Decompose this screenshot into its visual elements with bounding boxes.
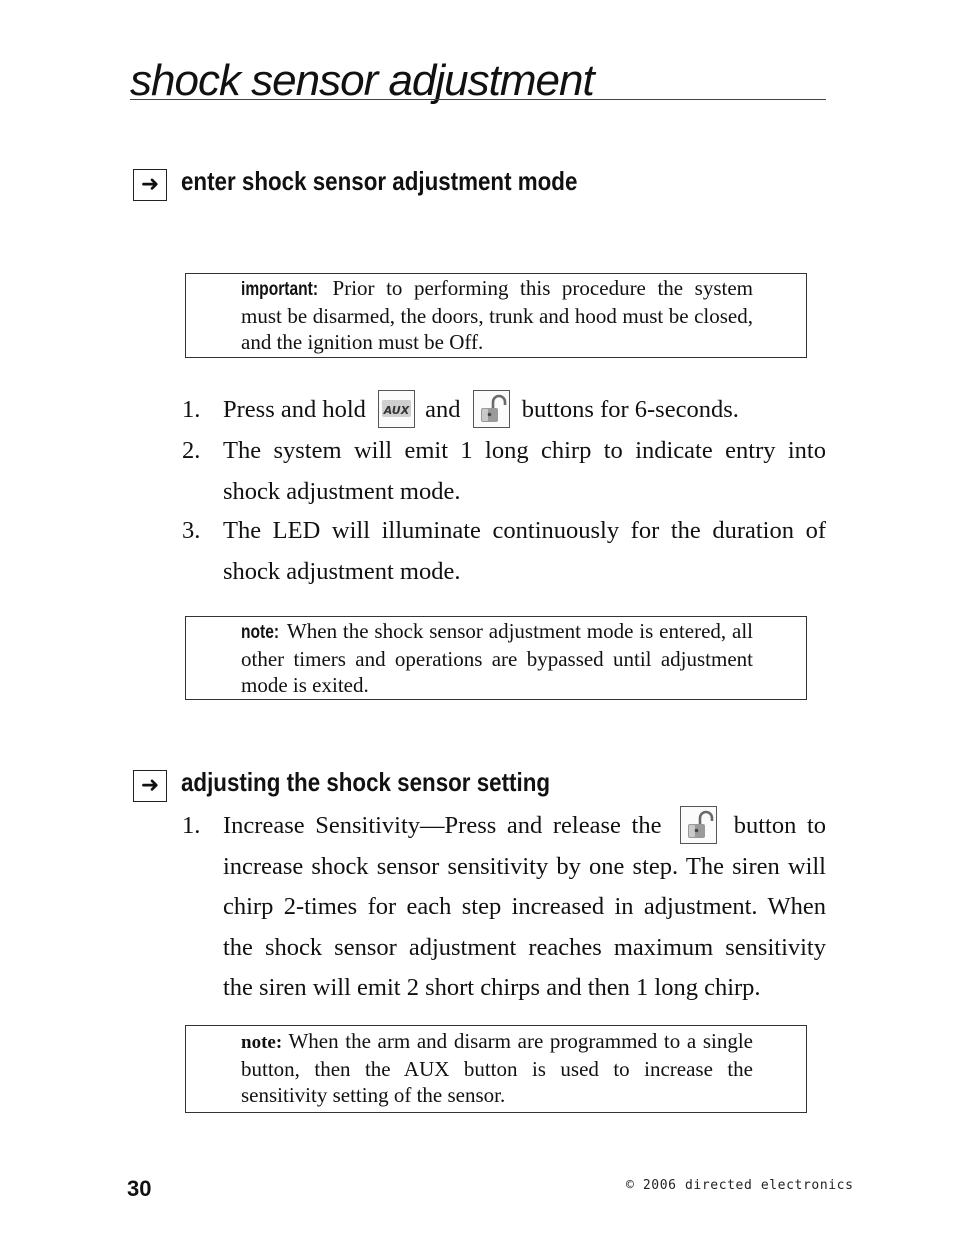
unlock-button-icon <box>473 390 510 428</box>
step-3-text: The LED will illuminate continuously for the duration of shock adjustment mode. <box>223 517 826 585</box>
note-label: note: <box>241 622 280 643</box>
step-1-before: Press and hold <box>223 396 366 423</box>
increase-after: button to increase shock sensor sensitivity by one step. The siren will chirp 2-times for each step increased in adjustment. When the shock sensor adjustment reaches maximum sensitivity the siren will emit 2 short chirps and then 1 long chirp. <box>223 812 826 1001</box>
note-box <box>185 1025 807 1113</box>
note-box <box>185 616 807 700</box>
step-number: 1. <box>182 812 201 839</box>
important-text-block <box>241 275 753 355</box>
copyright: © 2006 directed electronics <box>626 1178 854 1193</box>
important-text: Prior to performing this procedure the system must be disarmed, the doors, trunk and hood must be closed, and the ignition must be Off. <box>241 276 754 354</box>
important-box <box>185 273 807 358</box>
increase-before: Increase Sensitivity—Press and release the <box>223 812 662 839</box>
aux-icon-label: AUX <box>383 404 410 417</box>
note-text-block <box>241 618 753 698</box>
step-number: 1. <box>182 396 201 423</box>
step-number: 2. <box>182 437 201 464</box>
section-heading-adjusting: adjusting the shock sensor setting <box>181 767 551 797</box>
step-1-after: buttons for 6-seconds. <box>521 396 739 423</box>
step-1-text <box>223 390 826 431</box>
increase-sensitivity-text <box>223 806 826 1009</box>
step-2-text: The system will emit 1 long chirp to indicate entry into shock adjustment mode. <box>223 437 826 505</box>
unlock-button-icon <box>680 806 717 844</box>
section-heading-enter-mode: enter shock sensor adjustment mode <box>181 166 578 196</box>
arrow-right-icon: ➜ <box>133 770 167 802</box>
page-number: 30 <box>127 1176 152 1201</box>
step-1-middle: and <box>425 396 461 423</box>
note-text-block <box>241 1028 753 1108</box>
note-text: When the arm and disarm are programmed to a single button, then the AUX button is used to increase the sensitivity setting of the sensor. <box>241 1029 754 1107</box>
arrow-right-icon: ➜ <box>133 169 167 201</box>
note-label: note: <box>241 1032 283 1053</box>
page-title: shock sensor adjustment <box>130 56 594 105</box>
aux-button-icon <box>378 390 415 428</box>
title-underline <box>130 99 826 100</box>
step-number: 3. <box>182 517 201 544</box>
important-label: important: <box>241 279 319 300</box>
note-text: When the shock sensor adjustment mode is entered, all other timers and operations are bypassed until adjustment mode is exited. <box>241 619 754 697</box>
